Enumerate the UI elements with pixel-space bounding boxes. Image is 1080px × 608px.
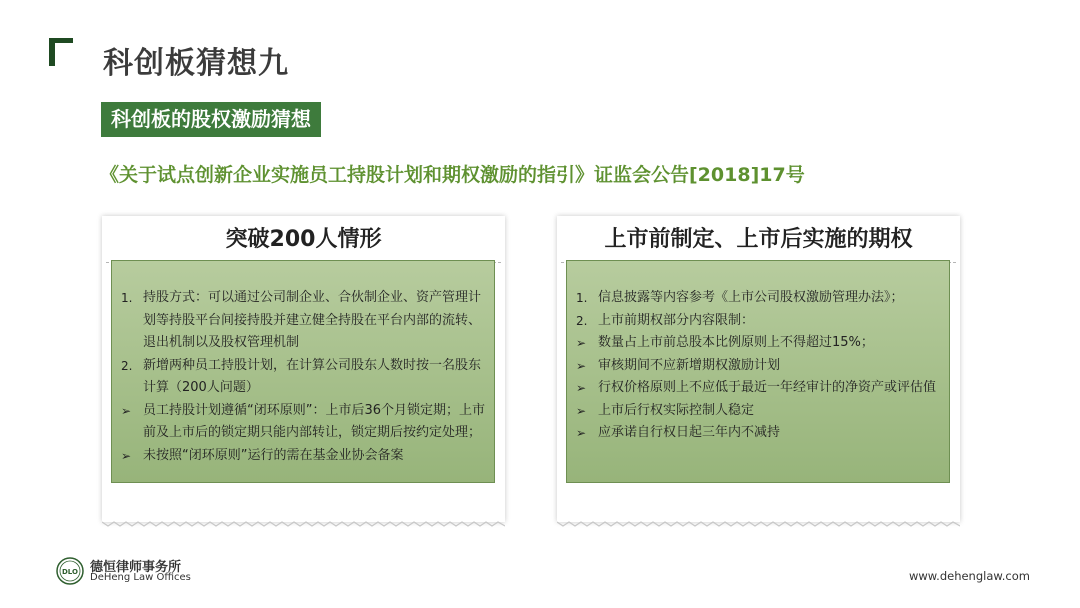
item-marker: 1. xyxy=(121,291,133,305)
item-text: 应承诺自行权日起三年内不减持 xyxy=(598,425,781,440)
item-text: 审核期间不应新增期权激励计划 xyxy=(598,357,781,373)
item-text: 新增两种员工持股计划，在计算公司股东人数时按一名股东计算（200人问题） xyxy=(143,357,482,395)
list-item xyxy=(121,400,488,445)
item-marker: ➢ xyxy=(576,403,587,418)
list-item xyxy=(576,377,943,400)
item-text: 上市后行权实际控制人稳定 xyxy=(598,402,755,418)
item-marker: 2. xyxy=(121,358,133,373)
list-item xyxy=(576,400,943,423)
item-list xyxy=(121,287,488,467)
item-marker: 1. xyxy=(576,291,588,305)
item-list xyxy=(576,287,943,445)
item-marker: ➢ xyxy=(576,381,587,395)
card-body xyxy=(566,260,950,483)
card-over-200 xyxy=(102,216,505,522)
item-text: 信息披露等内容参考《上市公司股权激励管理办法》； xyxy=(598,290,904,305)
firm-name-en: DeHeng Law Offices xyxy=(90,572,191,583)
list-item xyxy=(576,332,943,355)
item-text: 持股方式：可以通过公司制企业、合伙制企业、资产管理计划等持股平台间接持股并建立健全持股在平台内部的流转、退出机制以及股权管理机制 xyxy=(143,290,482,350)
card-pre-ipo-options xyxy=(557,216,960,522)
item-text: 未按照“闭环原则”运行的需在基金业协会备案 xyxy=(143,447,404,463)
list-item xyxy=(576,422,943,445)
item-marker: ➢ xyxy=(121,448,132,463)
item-marker: ➢ xyxy=(576,358,587,373)
item-marker: ➢ xyxy=(121,403,132,418)
item-marker: ➢ xyxy=(576,426,587,440)
item-marker: ➢ xyxy=(576,336,587,350)
list-item xyxy=(121,445,488,468)
list-item xyxy=(121,287,488,355)
card-heading: 上市前制定、上市后实施的期权 xyxy=(604,227,913,252)
website-link[interactable]: www.dehenglaw.com xyxy=(909,569,1030,583)
card-body xyxy=(111,260,495,483)
guideline-subtitle: 《关于试点创新企业实施员工持股计划和期权激励的指引》证监会公告[2018]17号 xyxy=(100,164,805,186)
item-text: 行权价格原则上不应低于最近一年经审计的净资产或评估值 xyxy=(598,380,937,395)
item-marker: 2. xyxy=(576,313,588,328)
list-item xyxy=(576,287,943,310)
logo-text: DLO xyxy=(62,568,78,576)
list-item xyxy=(121,355,488,400)
page-title: 科创板猜想九 xyxy=(103,46,289,81)
item-text: 上市前期权部分内容限制： xyxy=(598,312,755,328)
list-item xyxy=(576,355,943,378)
item-text: 数量占上市前总股本比例原则上不得超过15%； xyxy=(598,335,874,350)
corner-bracket-icon xyxy=(49,38,73,66)
list-item xyxy=(576,310,943,333)
section-tag: 科创板的股权激励猜想 xyxy=(101,102,321,137)
firm-name-cn: 德恒律师事务所 xyxy=(90,560,182,575)
card-heading: 突破200人情形 xyxy=(225,227,382,252)
card-zigzag-edge xyxy=(557,520,960,528)
card-zigzag-edge xyxy=(102,520,505,528)
item-text: 员工持股计划遵循“闭环原则”：上市后36个月锁定期；上市前及上市后的锁定期只能内部转让，锁定期后按约定处理； xyxy=(143,402,486,440)
deheng-logo-icon xyxy=(56,557,84,585)
